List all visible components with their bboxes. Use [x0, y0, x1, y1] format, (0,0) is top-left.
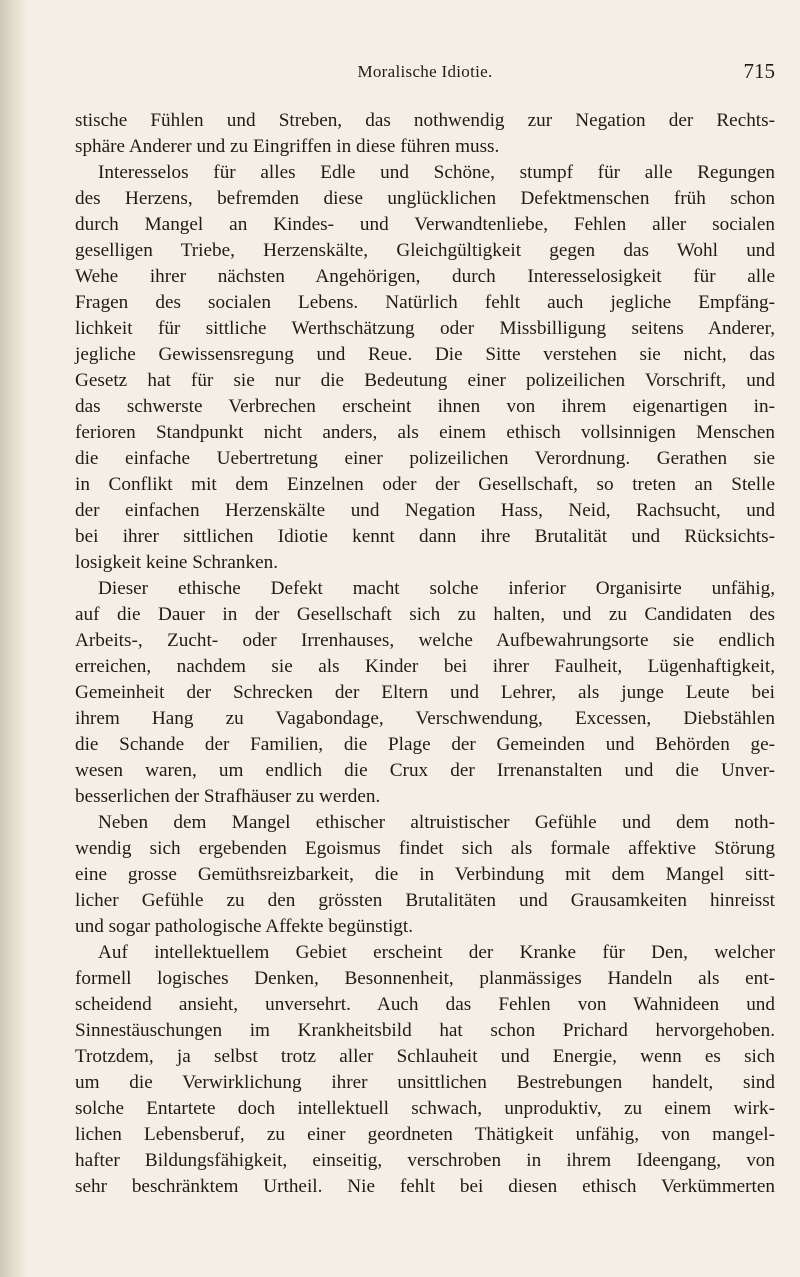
page-spine-shadow — [0, 0, 28, 1277]
text-line: sphäre Anderer und zu Eingriffen in diese führen muss. — [75, 136, 500, 157]
text-line: ferioren Standpunkt nicht anders, als einem ethisch vollsinnigen Menschen — [75, 422, 775, 443]
text-line: durch Mangel an Kindes- und Verwandtenliebe, Fehlen aller socialen — [75, 214, 775, 235]
text-line: der einfachen Herzenskälte und Negation Hass, Neid, Rachsucht, und — [75, 500, 775, 521]
text-line: licher Gefühle zu den grössten Brutalitäten und Grausamkeiten hinreisst — [75, 890, 775, 911]
text-line: scheidend ansieht, unversehrt. Auch das Fehlen von Wahnideen und — [75, 994, 775, 1015]
text-line: bei ihrer sittlichen Idiotie kennt dann ihre Brutalität und Rücksichts- — [75, 526, 775, 547]
text-line: sehr beschränktem Urtheil. Nie fehlt bei diesen ethisch Verkümmerten — [75, 1176, 775, 1197]
text-line: und sogar pathologische Affekte begünstigt. — [75, 916, 414, 937]
paragraph — [75, 160, 775, 576]
text-line: hafter Bildungsfähigkeit, einseitig, verschroben in ihrem Ideengang, von — [75, 1150, 775, 1171]
text-line: lichkeit für sittliche Werthschätzung oder Missbilligung seitens Anderer, — [75, 318, 775, 339]
paragraph — [75, 810, 775, 940]
running-title: Moralische Idiotie. — [357, 62, 493, 81]
text-line: eine grosse Gemüthsreizbarkeit, die in Verbindung mit dem Mangel sitt- — [75, 864, 775, 885]
text-line: Sinnestäuschungen im Krankheitsbild hat schon Prichard hervorgehoben. — [75, 1020, 775, 1041]
paragraph — [75, 576, 775, 810]
text-line: lichen Lebensberuf, zu einer geordneten Thätigkeit unfähig, von mangel- — [75, 1124, 775, 1145]
text-line: das schwerste Verbrechen erscheint ihnen von ihrem eigenartigen in- — [75, 396, 775, 417]
text-line: wendig sich ergebenden Egoismus findet sich als formale affektive Störung — [75, 838, 775, 859]
text-line: um die Verwirklichung ihrer unsittlichen Bestrebungen handelt, sind — [75, 1072, 775, 1093]
running-head — [75, 59, 775, 88]
paragraph — [75, 940, 775, 1200]
text-line: besserlichen der Strafhäuser zu werden. — [75, 786, 381, 807]
text-line: Trotzdem, ja selbst trotz aller Schlauheit und Energie, wenn es sich — [75, 1046, 775, 1067]
book-page — [75, 59, 775, 1200]
text-line: losigkeit keine Schranken. — [75, 552, 279, 573]
text-line: erreichen, nachdem sie als Kinder bei ihrer Faulheit, Lügenhaftigkeit, — [75, 656, 775, 677]
page-number: 715 — [743, 59, 775, 83]
text-line: Arbeits-, Zucht- oder Irrenhauses, welche Aufbewahrungsorte sie endlich — [75, 630, 775, 651]
text-line: Wehe ihrer nächsten Angehörigen, durch Interesselosigkeit für alle — [75, 266, 775, 287]
text-line: die Schande der Familien, die Plage der Gemeinden und Behörden ge- — [75, 734, 775, 755]
text-line: in Conflikt mit dem Einzelnen oder der Gesellschaft, so treten an Stelle — [75, 474, 775, 495]
text-line: ihrem Hang zu Vagabondage, Verschwendung, Excessen, Diebstählen — [75, 708, 775, 729]
text-line: jegliche Gewissensregung und Reue. Die Sitte verstehen sie nicht, das — [75, 344, 775, 365]
body-text — [75, 108, 775, 1200]
text-line: stische Fühlen und Streben, das nothwendig zur Negation der Rechts- — [75, 110, 775, 131]
text-line: Neben dem Mangel ethischer altruistischer Gefühle und dem noth- — [98, 812, 775, 833]
text-line: formell logisches Denken, Besonnenheit, planmässiges Handeln als ent- — [75, 968, 775, 989]
text-line: Gesetz hat für sie nur die Bedeutung einer polizeilichen Vorschrift, und — [75, 370, 775, 391]
text-line: auf die Dauer in der Gesellschaft sich zu halten, und zu Candidaten des — [75, 604, 775, 625]
text-line: geselligen Triebe, Herzenskälte, Gleichgültigkeit gegen das Wohl und — [75, 240, 775, 261]
paragraph — [75, 108, 775, 160]
text-line: wesen waren, um endlich die Crux der Irrenanstalten und die Unver- — [75, 760, 775, 781]
text-line: die einfache Uebertretung einer polizeilichen Verordnung. Gerathen sie — [75, 448, 775, 469]
text-line: Fragen des socialen Lebens. Natürlich fehlt auch jegliche Empfäng- — [75, 292, 775, 313]
text-line: Auf intellektuellem Gebiet erscheint der Kranke für Den, welcher — [98, 942, 775, 963]
text-line: Gemeinheit der Schrecken der Eltern und Lehrer, als junge Leute bei — [75, 682, 775, 703]
text-line: Interesselos für alles Edle und Schöne, stumpf für alle Regungen — [98, 162, 775, 183]
text-line: Dieser ethische Defekt macht solche inferior Organisirte unfähig, — [98, 578, 775, 599]
text-line: solche Entartete doch intellektuell schwach, unproduktiv, zu einem wirk- — [75, 1098, 775, 1119]
text-line: des Herzens, befremden diese unglücklichen Defektmenschen früh schon — [75, 188, 775, 209]
